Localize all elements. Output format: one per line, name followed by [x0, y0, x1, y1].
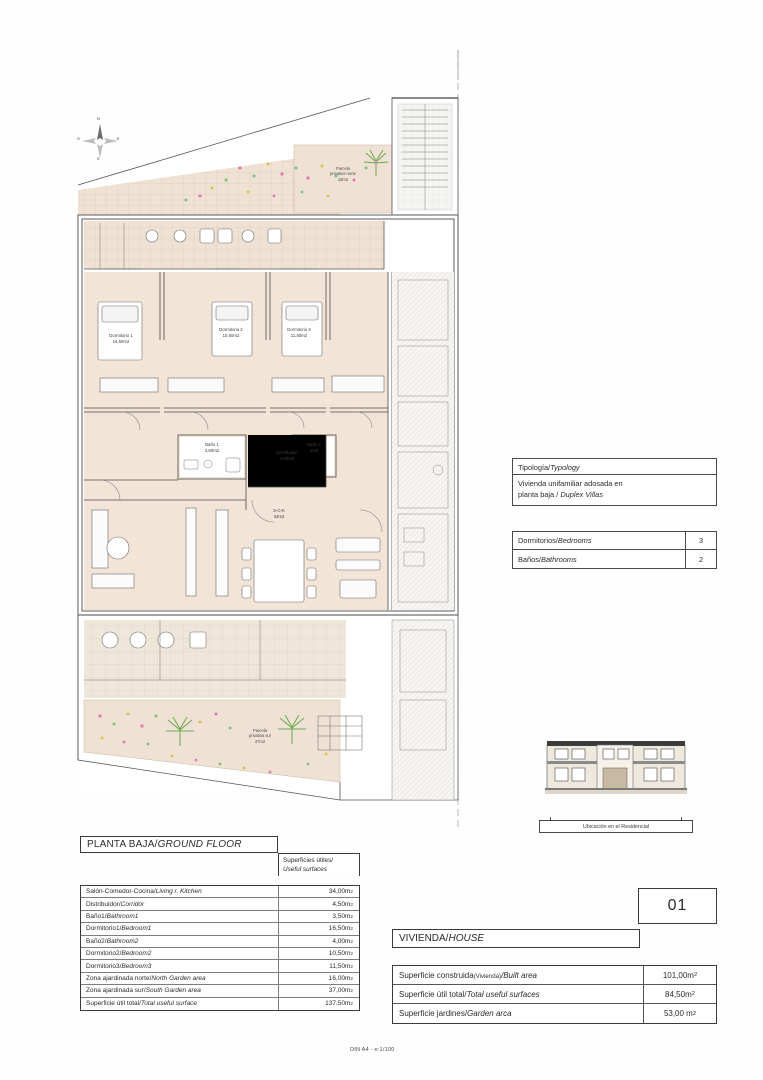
useful-surfaces-header-en: Useful surfaces — [283, 866, 328, 874]
table-row — [81, 948, 359, 960]
useful-surfaces-header — [278, 853, 360, 876]
house-summary-table — [392, 965, 717, 1024]
compass-n: N — [97, 117, 100, 121]
surface-name: Superficie útil total/Total useful surface — [86, 1000, 198, 1008]
typology-value-line2-en: Duplex Villas — [560, 489, 603, 499]
rooms-count-table — [512, 531, 717, 569]
room-area: 34m2 — [273, 513, 285, 519]
bedrooms-label — [513, 534, 685, 547]
room-area: 16,50m2 — [112, 338, 130, 344]
bathrooms-row — [513, 550, 716, 568]
room-area: 3,50m2 — [204, 447, 220, 453]
bathrooms-label-es: Baños/ — [518, 554, 542, 564]
surface-name: Distribuidor/Corridor — [86, 900, 145, 908]
house-surface-name: Superficie jardines/Garden arca — [399, 1009, 512, 1018]
surface-name: Dormitorio3/Bedroom3 — [86, 962, 152, 970]
room-area: 10,50m2 — [222, 332, 240, 338]
compass-e: E — [117, 137, 120, 141]
surface-name: Dormitorio2/Bedroom2 — [86, 950, 152, 958]
room-name: Dormitorio 1 — [109, 333, 133, 338]
bedrooms-label-es: Dormitorios/ — [518, 536, 558, 545]
parcel-south-sub: privativa sur — [248, 733, 272, 739]
parcel-north-sub: privativa norte — [330, 171, 356, 177]
table-row — [393, 985, 716, 1004]
table-row — [81, 911, 359, 923]
table-row — [393, 966, 716, 985]
surface-amount: 3,50m 2 — [278, 911, 359, 922]
room-name: Baño 2 — [307, 442, 321, 447]
floor-title-en: GROUND FLOOR — [157, 839, 242, 850]
room-name: Baño 1 — [205, 442, 219, 447]
bathrooms-value: 2 — [685, 550, 716, 568]
floor-title-es: PLANTA BAJA/ — [87, 839, 158, 850]
surface-amount: 16,50m 2 — [278, 923, 359, 934]
typology-header-es: Tipología/ — [518, 462, 551, 472]
typology-header-row — [513, 459, 716, 475]
house-surface-name: Superficie útil total/Total useful surfaces — [399, 989, 540, 999]
floor-plan-drawing — [40, 40, 510, 850]
room-label-bedroom1 — [90, 333, 152, 345]
room-area: 11,50m2 — [290, 332, 308, 338]
table-row — [81, 923, 359, 935]
floor-title — [80, 836, 278, 853]
surface-amount: 4,00m 2 — [278, 936, 359, 947]
room-label-bedroom2 — [200, 327, 262, 339]
table-row — [81, 936, 359, 948]
surface-name: Zona ajardinada norte/North Garden area — [86, 974, 206, 982]
bathrooms-label — [513, 553, 685, 566]
room-label-bedroom3 — [268, 327, 330, 339]
house-title-en: HOUSE — [448, 933, 485, 944]
room-area: 4m2 — [309, 447, 319, 453]
bedrooms-value: 3 — [685, 532, 716, 549]
useful-surfaces-table — [80, 885, 360, 1011]
room-area: 4,50m2 — [279, 455, 295, 461]
building-elevation-drawing — [545, 735, 687, 797]
surface-name: Dormitorio1/Bedroom1 — [86, 925, 152, 933]
room-label-living-kitchen — [248, 508, 310, 520]
table-row-total — [81, 998, 359, 1010]
typology-value-row — [513, 475, 716, 505]
bathrooms-label-en: Bathrooms — [541, 554, 577, 564]
surface-amount: 34,00m 2 — [278, 886, 359, 897]
house-surface-name: Superficie construida(Vivienda)/Built area — [399, 970, 538, 980]
typology-value — [513, 475, 716, 502]
house-surface-amount: 53,00 m 2 — [643, 1004, 716, 1023]
location-caption: Ubicación en el Residencial — [539, 820, 693, 833]
surface-amount: 11,50m 2 — [278, 960, 359, 971]
typology-value-table — [512, 474, 717, 506]
room-name: Dormitorio 2 — [219, 327, 243, 332]
parcel-north-area: 16m2 — [337, 176, 349, 182]
room-name: S-C-K — [273, 508, 285, 513]
typology-value-line1: Vivienda unifamiliar adosada en — [518, 479, 623, 488]
surface-amount: 10,50m 2 — [278, 948, 359, 959]
bedrooms-label-en: Bedrooms — [557, 536, 592, 545]
useful-surfaces-header-es: Superficies útiles/ — [283, 857, 334, 864]
surface-amount: 137,50m 2 — [278, 998, 359, 1010]
house-title — [392, 929, 640, 948]
compass-s: S — [97, 157, 100, 161]
compass-rose — [76, 118, 124, 164]
typology-value-line2: planta baja / — [518, 489, 561, 499]
parcel-north-label — [315, 166, 371, 182]
table-row — [81, 973, 359, 985]
surface-amount: 16,00m 2 — [278, 973, 359, 984]
table-row — [393, 1004, 716, 1023]
parcel-south-name: Parcela — [253, 728, 267, 733]
parcel-north-name: Parcela — [336, 166, 350, 171]
table-row — [81, 960, 359, 972]
typology-header-en: Typology — [550, 462, 580, 472]
surface-name: Salón-Comedor-Cocina/Living r. Kitchen — [86, 888, 202, 896]
surface-name: Baño2/Bathroom2 — [86, 937, 139, 945]
house-title-es: VIVIENDA/ — [399, 933, 449, 944]
house-number-badge: 01 — [638, 888, 717, 924]
room-name: Distribuidor — [276, 450, 298, 455]
parcel-south-area: 37m2 — [254, 738, 266, 744]
table-row — [81, 886, 359, 898]
surface-name: Zona ajardinada sur/South Garden area — [86, 987, 201, 995]
compass-o: O — [77, 137, 80, 141]
bedrooms-row — [513, 532, 716, 550]
typology-header-label — [513, 461, 716, 474]
parcel-south-label — [232, 728, 288, 744]
table-row — [81, 898, 359, 910]
room-label-bathroom1 — [182, 442, 242, 454]
surface-amount: 37,00m 2 — [278, 985, 359, 996]
house-surface-amount: 84,50m 2 — [643, 985, 716, 1003]
scale-note: DIN A4 - e:1/100 — [350, 1047, 395, 1053]
table-row — [81, 985, 359, 997]
room-name: Dormitorio 3 — [287, 327, 311, 332]
house-surface-amount: 101,00m 2 — [643, 966, 716, 984]
surface-amount: 4,50m 2 — [278, 898, 359, 909]
room-label-corridor — [252, 450, 322, 462]
surface-name: Baño1/Bathroom1 — [86, 912, 139, 920]
